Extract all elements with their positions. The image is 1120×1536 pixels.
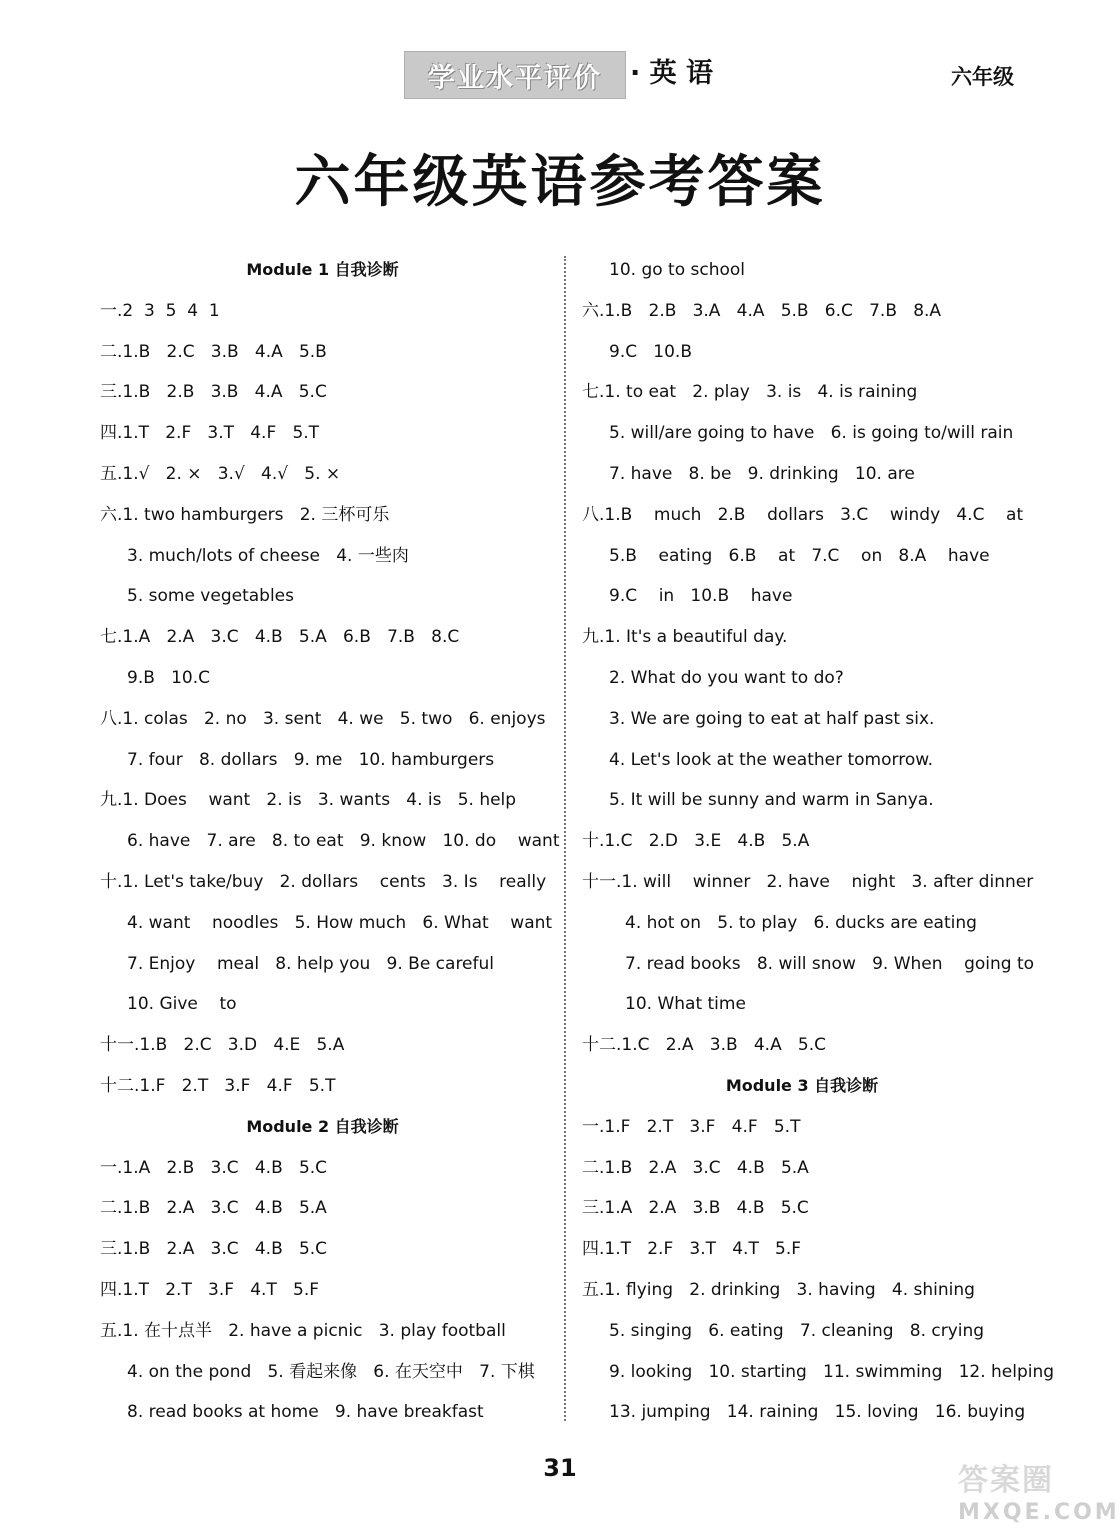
- answer-line: 5. will/are going to have 6. is going to/will rain: [609, 423, 1014, 444]
- answer-line: 4. on the pond 5. 看起来像 6. 在天空中 7. 下棋: [127, 1361, 535, 1382]
- answer-line: 8. read books at home 9. have breakfast: [127, 1402, 484, 1423]
- answer-line: 一.1.A 2.B 3.C 4.B 5.C: [100, 1157, 328, 1178]
- answer-line: 四.1.T 2.T 3.F 4.T 5.F: [100, 1279, 320, 1300]
- answer-line: 4. want noodles 5. How much 6. What want: [127, 912, 553, 933]
- answer-line: 3. much/lots of cheese 4. 一些肉: [127, 545, 409, 566]
- answer-line: 3. We are going to eat at half past six.: [609, 708, 935, 729]
- answer-line: 十二.1.F 2.T 3.F 4.F 5.T: [100, 1075, 336, 1096]
- answer-line: 7. four 8. dollars 9. me 10. hamburgers: [127, 749, 495, 770]
- page-number: 31: [543, 1454, 577, 1482]
- left-answer-column: [100, 250, 560, 1433]
- right-answer-column: [582, 250, 1055, 1433]
- answer-line: 5. It will be sunny and warm in Sanya.: [609, 790, 934, 811]
- header-banner: 学业水平评价: [404, 51, 626, 99]
- answer-line: 9.C 10.B: [609, 341, 692, 362]
- answer-line: 4. hot on 5. to play 6. ducks are eating: [625, 912, 977, 933]
- answer-line: 十一.1.B 2.C 3.D 4.E 5.A: [100, 1035, 345, 1056]
- answer-line: 三.1.B 2.B 3.B 4.A 5.C: [100, 382, 327, 403]
- answer-line: 5.B eating 6.B at 7.C on 8.A have: [609, 545, 990, 566]
- answer-line: 5. some vegetables: [127, 586, 294, 607]
- answer-line: 二.1.B 2.C 3.B 4.A 5.B: [100, 341, 327, 362]
- page-title: 六年级英语参考答案: [294, 150, 826, 215]
- answer-line: 九.1. It's a beautiful day.: [582, 627, 788, 648]
- section-heading: Module 2 自我诊断: [246, 1116, 399, 1136]
- answer-line: 9.B 10.C: [127, 667, 210, 688]
- answer-line: 七.1. to eat 2. play 3. is 4. is raining: [582, 382, 918, 403]
- answer-line: 九.1. Does want 2. is 3. wants 4. is 5. help: [100, 790, 517, 811]
- answer-line: 10. go to school: [609, 260, 746, 280]
- answer-line: 八.1. colas 2. no 3. sent 4. we 5. two 6. enjoys: [100, 708, 546, 729]
- answer-line: 13. jumping 14. raining 15. loving 16. buying: [609, 1402, 1026, 1423]
- answer-line: 7. Enjoy meal 8. help you 9. Be careful: [127, 953, 495, 974]
- answer-line: 6. have 7. are 8. to eat 9. know 10. do want: [127, 831, 560, 852]
- header-subject: · 英 语: [630, 58, 714, 89]
- answer-line: 一.1.F 2.T 3.F 4.F 5.T: [582, 1116, 801, 1137]
- answer-line: 五.1. flying 2. drinking 3. having 4. shining: [582, 1279, 975, 1300]
- answer-line: 一.2 3 5 4 1: [100, 300, 220, 321]
- watermark-logo: [958, 1462, 1120, 1530]
- section-heading: Module 1 自我诊断: [246, 260, 399, 279]
- answer-line: 十.1.C 2.D 3.E 4.B 5.A: [582, 831, 810, 852]
- answer-line: 四.1.T 2.F 3.T 4.F 5.T: [100, 423, 320, 444]
- answer-line: 五.1. 在十点半 2. have a picnic 3. play football: [100, 1320, 506, 1341]
- answer-line: 5. singing 6. eating 7. cleaning 8. crying: [609, 1320, 985, 1341]
- answer-line: 十一.1. will winner 2. have night 3. after dinner: [582, 871, 1034, 892]
- answer-line: 六.1. two hamburgers 2. 三杯可乐: [100, 504, 390, 525]
- answer-line: 7. have 8. be 9. drinking 10. are: [609, 463, 915, 484]
- answer-line: 7. read books 8. will snow 9. When going to: [625, 953, 1035, 974]
- answer-line: 二.1.B 2.A 3.C 4.B 5.A: [100, 1198, 327, 1219]
- answer-line: 9.C in 10.B have: [609, 586, 793, 607]
- answer-line: 十二.1.C 2.A 3.B 4.A 5.C: [582, 1035, 827, 1056]
- watermark-text: 答案圈: [958, 1463, 1054, 1498]
- column-divider: [564, 256, 566, 1421]
- answer-line: 四.1.T 2.F 3.T 4.T 5.F: [582, 1239, 802, 1260]
- answer-line: 七.1.A 2.A 3.C 4.B 5.A 6.B 7.B 8.C: [100, 627, 460, 648]
- answer-line: 六.1.B 2.B 3.A 4.A 5.B 6.C 7.B 8.A: [582, 300, 942, 321]
- answer-line: 4. Let's look at the weather tomorrow.: [609, 749, 933, 770]
- answer-line: 三.1.A 2.A 3.B 4.B 5.C: [582, 1198, 809, 1219]
- watermark-url: MXQE.COM: [958, 1500, 1120, 1525]
- answer-line: 十.1. Let's take/buy 2. dollars cents 3. Is really: [100, 871, 547, 892]
- header-grade: 六年级: [951, 65, 1014, 89]
- answer-line: 八.1.B much 2.B dollars 3.C windy 4.C at: [582, 504, 1024, 525]
- answer-line: 10. What time: [625, 994, 746, 1015]
- answer-line: 9. looking 10. starting 11. swimming 12. helping: [609, 1361, 1055, 1382]
- answer-line: 10. Give to: [127, 994, 237, 1015]
- section-heading: Module 3 自我诊断: [725, 1075, 879, 1095]
- answer-line: 五.1.√ 2. × 3.√ 4.√ 5. ×: [100, 463, 341, 484]
- answer-line: 三.1.B 2.A 3.C 4.B 5.C: [100, 1239, 328, 1260]
- answer-line: 二.1.B 2.A 3.C 4.B 5.A: [582, 1157, 809, 1178]
- answer-line: 2. What do you want to do?: [609, 667, 844, 688]
